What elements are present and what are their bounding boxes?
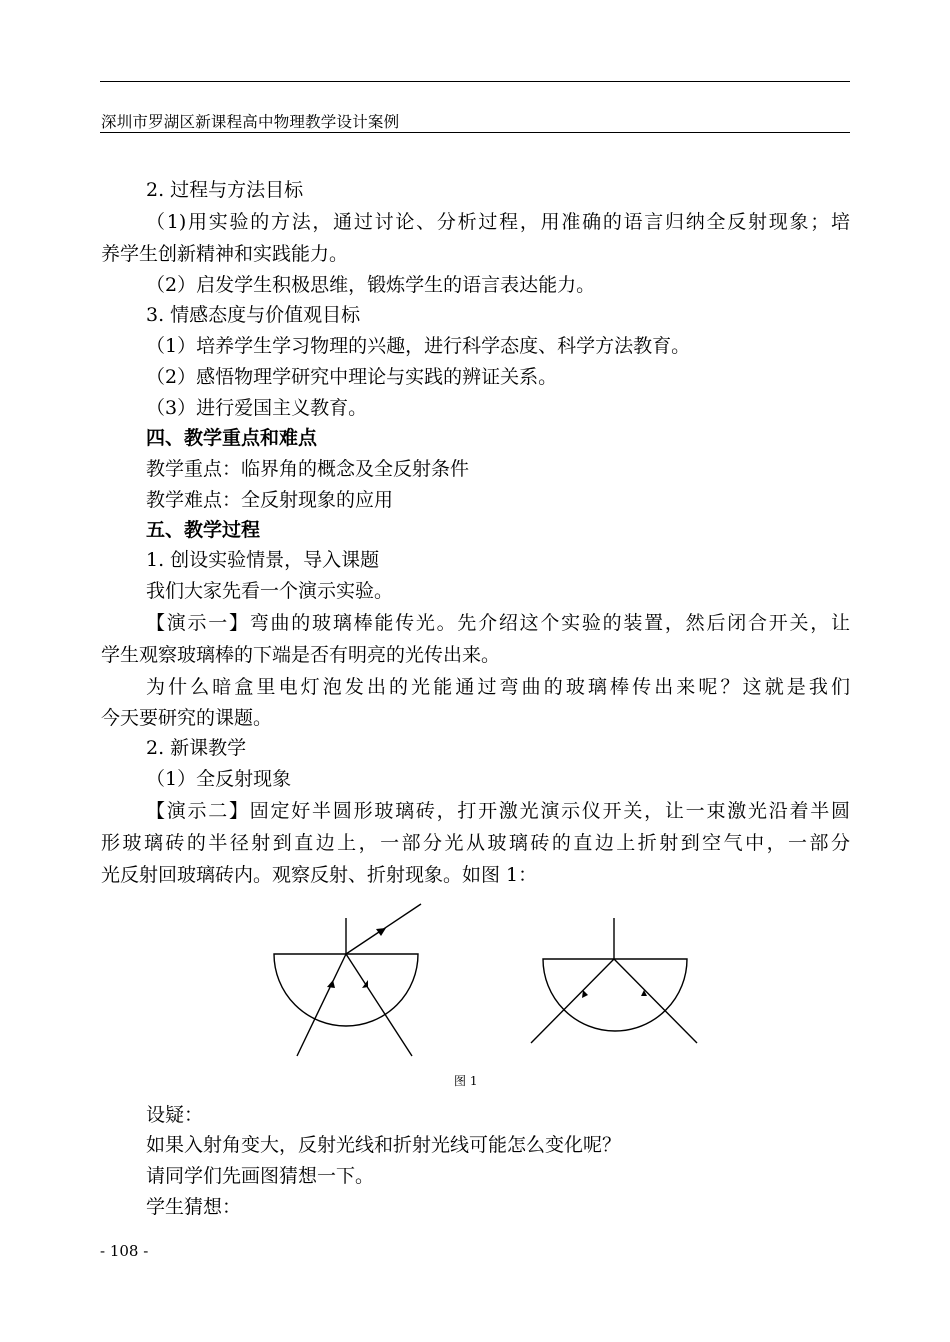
paragraph-line: （1）培养学生学习物理的兴趣，进行科学态度、科学方法教育。	[146, 335, 691, 357]
section-emotion-values: 3. 情感态度与价值观目标	[146, 304, 361, 326]
paragraph-line: 请同学们先画图猜想一下。	[146, 1165, 375, 1187]
section-new-lesson: 2. 新课教学	[146, 737, 247, 759]
paragraph-line: （2）启发学生积极思维，锻炼学生的语言表达能力。	[146, 274, 596, 296]
paragraph-line: 光反射回玻璃砖内。观察反射、折射现象。如图 1：	[101, 864, 538, 886]
arrow-icon	[582, 990, 588, 998]
page-number: - 108 -	[100, 1242, 149, 1260]
reflected-ray-left	[346, 954, 412, 1056]
header-title: 深圳市罗湖区新课程高中物理教学设计案例	[101, 113, 400, 131]
paragraph-line: 学生猜想：	[146, 1196, 242, 1218]
arrow-icon	[376, 928, 386, 936]
paragraph-line: （1）全反射现象	[146, 768, 292, 790]
paragraph-line: （2）感悟物理学研究中理论与实践的辨证关系。	[146, 366, 558, 388]
paragraph-line: 【演示一】弯曲的玻璃棒能传光。先介绍这个实验的装置，然后闭合开关，让	[146, 612, 850, 634]
paragraph-line: （1)用实验的方法，通过讨论、分析过程，用准确的语言归纳全反射现象；培	[146, 211, 850, 233]
semicircle-glass-left	[274, 954, 418, 1026]
paragraph-line: （3）进行爱国主义教育。	[146, 397, 368, 419]
paragraph-line: 设疑：	[146, 1104, 204, 1126]
incident-ray-left	[297, 954, 346, 1056]
paragraph-line: 教学难点：全反射现象的应用	[146, 489, 394, 511]
arrow-icon	[327, 980, 335, 988]
semicircle-glass-right	[543, 959, 687, 1031]
paragraph-line: 【演示二】固定好半圆形玻璃砖，打开激光演示仪开关，让一束激光沿着半圆	[146, 800, 850, 822]
section-intro: 1. 创设实验情景，导入课题	[146, 549, 380, 571]
section-process-method: 2. 过程与方法目标	[146, 179, 304, 201]
paragraph-line: 今天要研究的课题。	[101, 707, 273, 729]
paragraph-line: 养学生创新精神和实践能力。	[101, 243, 349, 265]
paragraph-line: 形玻璃砖的半径射到直边上，一部分光从玻璃砖的直边上折射到空气中，一部分	[101, 832, 850, 854]
paragraph-line: 教学重点：临界角的概念及全反射条件	[146, 458, 470, 480]
paragraph-line: 学生观察玻璃棒的下端是否有明亮的光传出来。	[101, 644, 501, 666]
paragraph-line: 如果入射角变大，反射光线和折射光线可能怎么变化呢？	[146, 1134, 622, 1156]
paragraph-line: 为什么暗盒里电灯泡发出的光能通过弯曲的玻璃棒传出来呢？这就是我们	[146, 676, 850, 698]
heading-teaching-process: 五、教学过程	[146, 519, 261, 541]
figure-caption: 图 1	[454, 1074, 478, 1088]
paragraph-line: 我们大家先看一个演示实验。	[146, 580, 394, 602]
heading-key-points: 四、教学重点和难点	[146, 427, 318, 449]
